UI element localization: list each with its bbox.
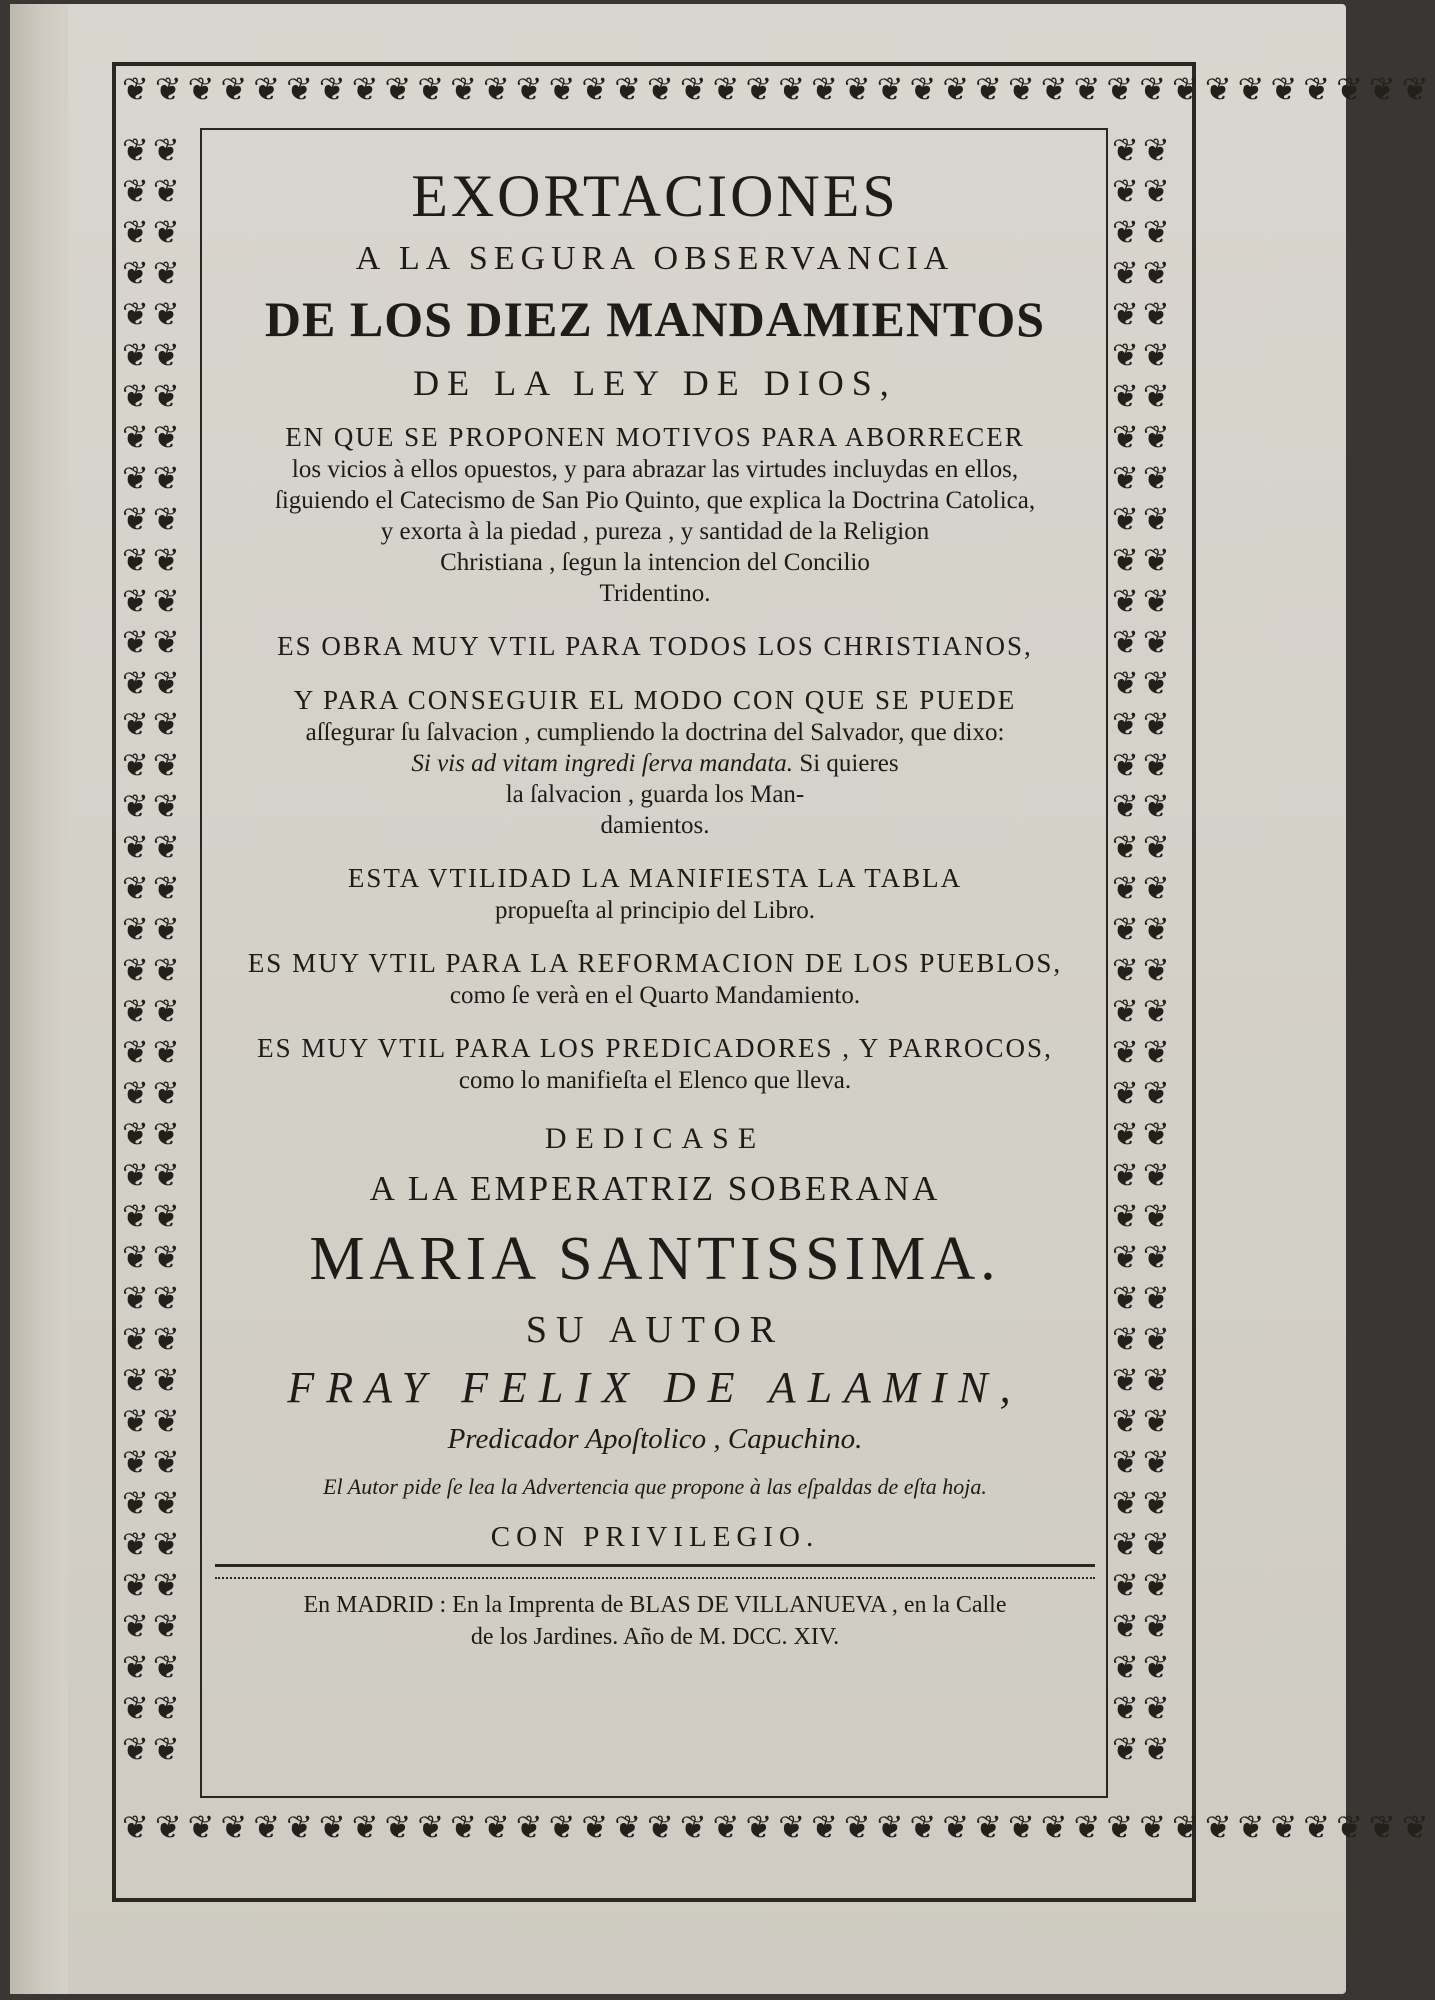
obra-line: ES OBRA MUY VTIL PARA TODOS LOS CHRISTIANOS, xyxy=(277,631,1033,661)
reformacion-line: como ſe verà en el Quarto Mandamiento. xyxy=(449,982,861,1009)
subtitle-ley-de-dios: DE LA LEY DE DIOS, xyxy=(413,363,897,403)
intro-line: Tridentino. xyxy=(599,580,711,607)
intro-line: Christiana , ſegun la intencion del Concilio xyxy=(440,549,870,576)
quote-translation: Si quieres xyxy=(799,750,899,777)
fleuron-border-bottom: ❦❦❦❦❦❦❦❦❦❦❦❦❦❦❦❦❦❦❦❦❦❦❦❦❦❦❦❦❦❦❦❦❦❦❦❦❦❦❦❦ xyxy=(122,1808,1435,1846)
book-title: EXORTACIONES xyxy=(411,163,899,229)
dedicase-heading: DEDICASE xyxy=(544,1122,766,1155)
su-autor-heading: SU AUTOR xyxy=(525,1309,785,1351)
predicadores-line: como lo manifieſta el Elenco que lleva. xyxy=(458,1067,852,1094)
author-note: El Autor pide ſe lea la Advertencia que propone à las eſpaldas de eſta hoja. xyxy=(323,1474,987,1499)
intro-line: los vicios à ellos opuestos, y para abrazar las virtudes incluydas en ellos, xyxy=(291,456,1019,483)
intro-line: y exorta à la piedad , pureza , y santidad de la Religion xyxy=(380,518,930,545)
subtitle-mandamientos: DE LOS DIEZ MANDAMIENTOS xyxy=(264,291,1046,347)
latin-quote: Si vis ad vitam ingredi ſerva mandata. xyxy=(411,750,794,777)
intro-caps-line: EN QUE SE PROPONEN MOTIVOS PARA ABORRECER xyxy=(285,422,1025,452)
title-page-text xyxy=(205,150,1105,1653)
utilidad-caps-line: ESTA VTILIDAD LA MANIFIESTA LA TABLA xyxy=(347,863,963,893)
fleuron-border-left: ❦❦❦❦❦❦❦❦❦❦❦❦❦❦❦❦❦❦❦❦❦❦❦❦❦❦❦❦❦❦❦❦❦❦❦❦❦❦❦❦❦❦❦❦❦❦❦❦❦❦❦❦❦❦❦❦❦❦❦❦❦❦❦❦❦❦❦❦❦❦❦❦❦❦❦❦❦❦❦❦ xyxy=(122,131,184,1768)
imprint-divider xyxy=(215,1564,1095,1579)
utilidad-line: propueſta al principio del Libro. xyxy=(494,897,816,924)
latin-quote-line xyxy=(205,748,1105,779)
author-name: FRAY FELIX DE ALAMIN, xyxy=(287,1363,1023,1412)
author-role: Predicador Apoſtolico , Capuchino. xyxy=(447,1423,863,1455)
book-spine-edge xyxy=(10,4,68,1994)
quote-translation-line: damientos. xyxy=(600,812,710,839)
reformacion-caps-line: ES MUY VTIL PARA LA REFORMACION DE LOS PUEBLOS, xyxy=(247,948,1063,978)
intro-line: ſiguiendo el Catecismo de San Pio Quinto, que explica la Doctrina Catolica, xyxy=(274,487,1036,514)
imprint-line: de los Jardines. Año de M. DCC. XIV. xyxy=(470,1624,840,1650)
maria-santissima-line: MARIA SANTISSIMA. xyxy=(309,1225,1001,1293)
conseguir-line: aſſegurar ſu ſalvacion , cumpliendo la doctrina del Salvador, que dixo: xyxy=(305,719,1005,746)
quote-translation-line: la ſalvacion , guarda los Man- xyxy=(505,781,805,808)
predicadores-caps-line: ES MUY VTIL PARA LOS PREDICADORES , Y PARROCOS, xyxy=(257,1033,1053,1063)
subtitle-observancia: A LA SEGURA OBSERVANCIA xyxy=(355,240,955,277)
fleuron-border-top: ❦❦❦❦❦❦❦❦❦❦❦❦❦❦❦❦❦❦❦❦❦❦❦❦❦❦❦❦❦❦❦❦❦❦❦❦❦❦❦❦ xyxy=(122,70,1435,108)
conseguir-caps-line: Y PARA CONSEGUIR EL MODO CON QUE SE PUEDE xyxy=(293,685,1017,715)
emperatriz-line: A LA EMPERATRIZ SOBERANA xyxy=(369,1169,941,1208)
fleuron-border-right: ❦❦❦❦❦❦❦❦❦❦❦❦❦❦❦❦❦❦❦❦❦❦❦❦❦❦❦❦❦❦❦❦❦❦❦❦❦❦❦❦❦❦❦❦❦❦❦❦❦❦❦❦❦❦❦❦❦❦❦❦❦❦❦❦❦❦❦❦❦❦❦❦❦❦❦❦❦❦❦❦ xyxy=(1112,131,1174,1768)
privilegio-line: CON PRIVILEGIO. xyxy=(490,1521,820,1553)
imprint-line: En MADRID : En la Imprenta de BLAS DE VILLANUEVA , en la Calle xyxy=(303,1592,1007,1618)
